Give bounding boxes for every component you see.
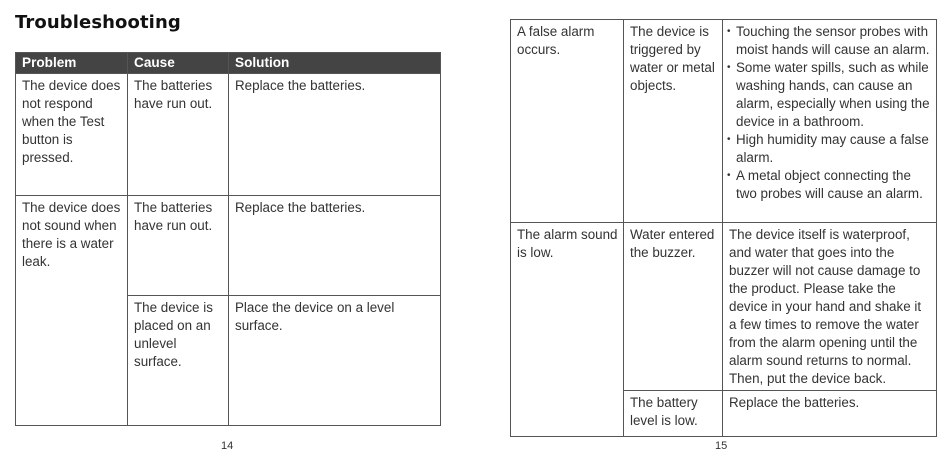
troubleshooting-table-right xyxy=(510,19,937,437)
solution-bullet-list xyxy=(727,23,931,203)
table-row xyxy=(511,223,937,391)
problem-cell: The alarm sound is low. xyxy=(511,223,624,437)
solution-cell: Replace the batteries. xyxy=(229,74,441,196)
header-solution: Solution xyxy=(229,53,441,74)
problem-cell: A false alarm occurs. xyxy=(511,20,624,223)
page-heading: Troubleshooting xyxy=(15,12,181,33)
list-item: • High humidity may cause a false alarm. xyxy=(727,131,931,167)
cause-cell: The batteries have run out. xyxy=(128,74,229,196)
cause-cell: The battery level is low. xyxy=(624,391,723,437)
table-row xyxy=(16,74,441,196)
problem-cell: The device does not sound when there is a water leak. xyxy=(16,196,128,426)
table-row xyxy=(16,196,441,296)
troubleshooting-table-left xyxy=(15,52,441,426)
cause-cell: The batteries have run out. xyxy=(128,196,229,296)
right-page xyxy=(475,0,950,455)
table-header-row xyxy=(16,53,441,74)
cause-cell: The device is placed on an unlevel surface. xyxy=(128,296,229,426)
header-cause: Cause xyxy=(128,53,229,74)
list-item: • Touching the sensor probes with moist hands will cause an alarm. xyxy=(727,23,931,59)
solution-cell xyxy=(723,20,937,223)
list-item: • Some water spills, such as while washing hands, can cause an alarm, especially when using the device in a bathroom. xyxy=(727,59,931,131)
cause-cell: Water entered the buzzer. xyxy=(624,223,723,391)
solution-cell: Replace the batteries. xyxy=(229,196,441,296)
page-number: 15 xyxy=(715,440,728,452)
header-problem: Problem xyxy=(16,53,128,74)
solution-cell: The device itself is waterproof, and water that goes into the buzzer will not cause damage to the product. Please take the device in your hand and shake it a few times to remove the water from the alarm opening until the alarm sound returns to normal. Then, put the device back. xyxy=(723,223,937,391)
solution-cell: Place the device on a level surface. xyxy=(229,296,441,426)
page-number: 14 xyxy=(221,440,234,452)
cause-cell: The device is triggered by water or metal objects. xyxy=(624,20,723,223)
solution-cell: Replace the batteries. xyxy=(723,391,937,437)
problem-cell: The device does not respond when the Test button is pressed. xyxy=(16,74,128,196)
table-row xyxy=(511,20,937,223)
list-item: • A metal object connecting the two probes will cause an alarm. xyxy=(727,167,931,203)
